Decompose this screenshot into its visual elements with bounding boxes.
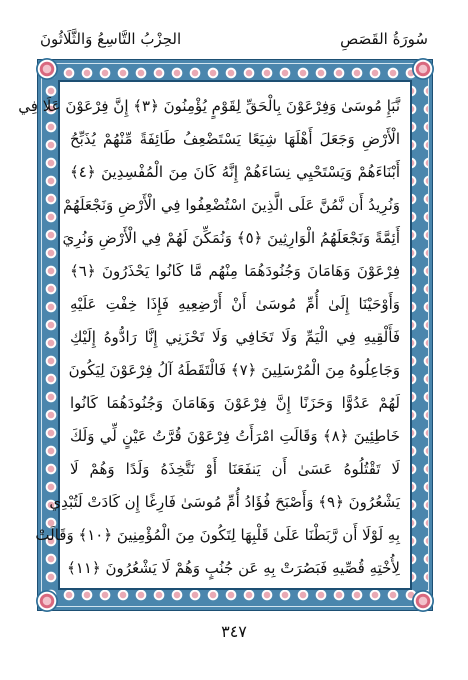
text-line: فَأَلْقِيهِ فِي الْيَمِّ وَلَا تَخَافِي وَلَا تَحْزَنِي إِنَّا رَادُّوهُ إِلَيْكِ <box>70 328 400 346</box>
corner-rosette-bottom-right <box>412 590 434 612</box>
hizb-name: الحِزْبُ التَّاسِعُ وَالثَّلَاثُونَ <box>40 30 182 48</box>
page-number: ٣٤٧ <box>221 622 247 641</box>
verse-text-block <box>18 90 400 580</box>
text-line: نَّبَإِ مُوسَىٰ وَفِرْعَوْنَ بِالْحَقِّ لِقَوْمٍ يُؤْمِنُونَ ﴿٣﴾ إِنَّ فِرْعَوْنَ عَلَا فِي <box>18 97 400 115</box>
text-line: لِأُخْتِهِ قُصِّيهِ فَبَصُرَتْ بِهِ عَن جُنُبٍ وَهُمْ لَا يَشْعُرُونَ ﴿١١﴾ <box>66 559 400 577</box>
text-line: أَئِمَّةً وَنَجْعَلَهُمُ الْوَارِثِينَ ﴿٥﴾ وَنُمَكِّنَ لَهُمْ فِي الْأَرْضِ وَنُرِيَ <box>62 229 400 247</box>
text-line: فِرْعَوْنَ وَهَامَانَ وَجُنُودَهُمَا مِنْهُم مَّا كَانُوا يَحْذَرُونَ ﴿٦﴾ <box>70 262 400 280</box>
text-line: لَهُمْ عَدُوًّا وَحَزَنًا إِنَّ فِرْعَوْنَ وَهَامَانَ وَجُنُودَهُمَا كَانُوا <box>70 394 400 412</box>
text-line: الْأَرْضِ وَجَعَلَ أَهْلَهَا شِيَعًا يَسْتَضْعِفُ طَائِفَةً مِّنْهُمْ يُذَبِّحُ <box>70 130 400 148</box>
ornamental-frame <box>18 59 433 611</box>
text-panel <box>18 80 412 590</box>
surah-name: سُورَةُ القَصَصِ <box>340 30 428 48</box>
page-header <box>40 30 428 56</box>
text-line: وَأَوْحَيْنَا إِلَىٰ أُمِّ مُوسَىٰ أَنْ أَرْضِعِيهِ فَإِذَا خِفْتِ عَلَيْهِ <box>70 295 400 313</box>
text-line: يَشْعُرُونَ ﴿٩﴾ وَأَصْبَحَ فُؤَادُ أُمِّ مُوسَىٰ فَارِغًا إِن كَادَتْ لَتُبْدِي <box>49 493 400 511</box>
text-line: وَنُرِيدُ أَن نَّمُنَّ عَلَى الَّذِينَ اسْتُضْعِفُوا فِي الْأَرْضِ وَنَجْعَلَهُمْ <box>63 196 400 214</box>
corner-rosette-top-left <box>36 58 58 80</box>
text-line: وَجَاعِلُوهُ مِنَ الْمُرْسَلِينَ ﴿٧﴾ فَالْتَقَطَهُ آلُ فِرْعَوْنَ لِيَكُونَ <box>68 361 400 379</box>
corner-rosette-bottom-left <box>36 590 58 612</box>
text-line: لَا تَقْتُلُوهُ عَسَىٰ أَن يَنفَعَنَا أَوْ نَتَّخِذَهُ وَلَدًا وَهُمْ لَا <box>70 460 400 478</box>
text-line: خَاطِئِينَ ﴿٨﴾ وَقَالَتِ امْرَأَتُ فِرْعَوْنَ قُرَّتُ عَيْنٍ لِّي وَلَكَ <box>70 427 400 445</box>
text-line: أَبْنَاءَهُمْ وَيَسْتَحْيِي نِسَاءَهُمْ إِنَّهُ كَانَ مِنَ الْمُفْسِدِينَ ﴿٤﴾ <box>70 163 400 181</box>
text-line: بِهِ لَوْلَا أَن رَّبَطْنَا عَلَىٰ قَلْبِهَا لِتَكُونَ مِنَ الْمُؤْمِنِينَ ﴿١٠﴾ وَقَالَتْ <box>35 526 400 544</box>
corner-rosette-top-right <box>412 58 434 80</box>
